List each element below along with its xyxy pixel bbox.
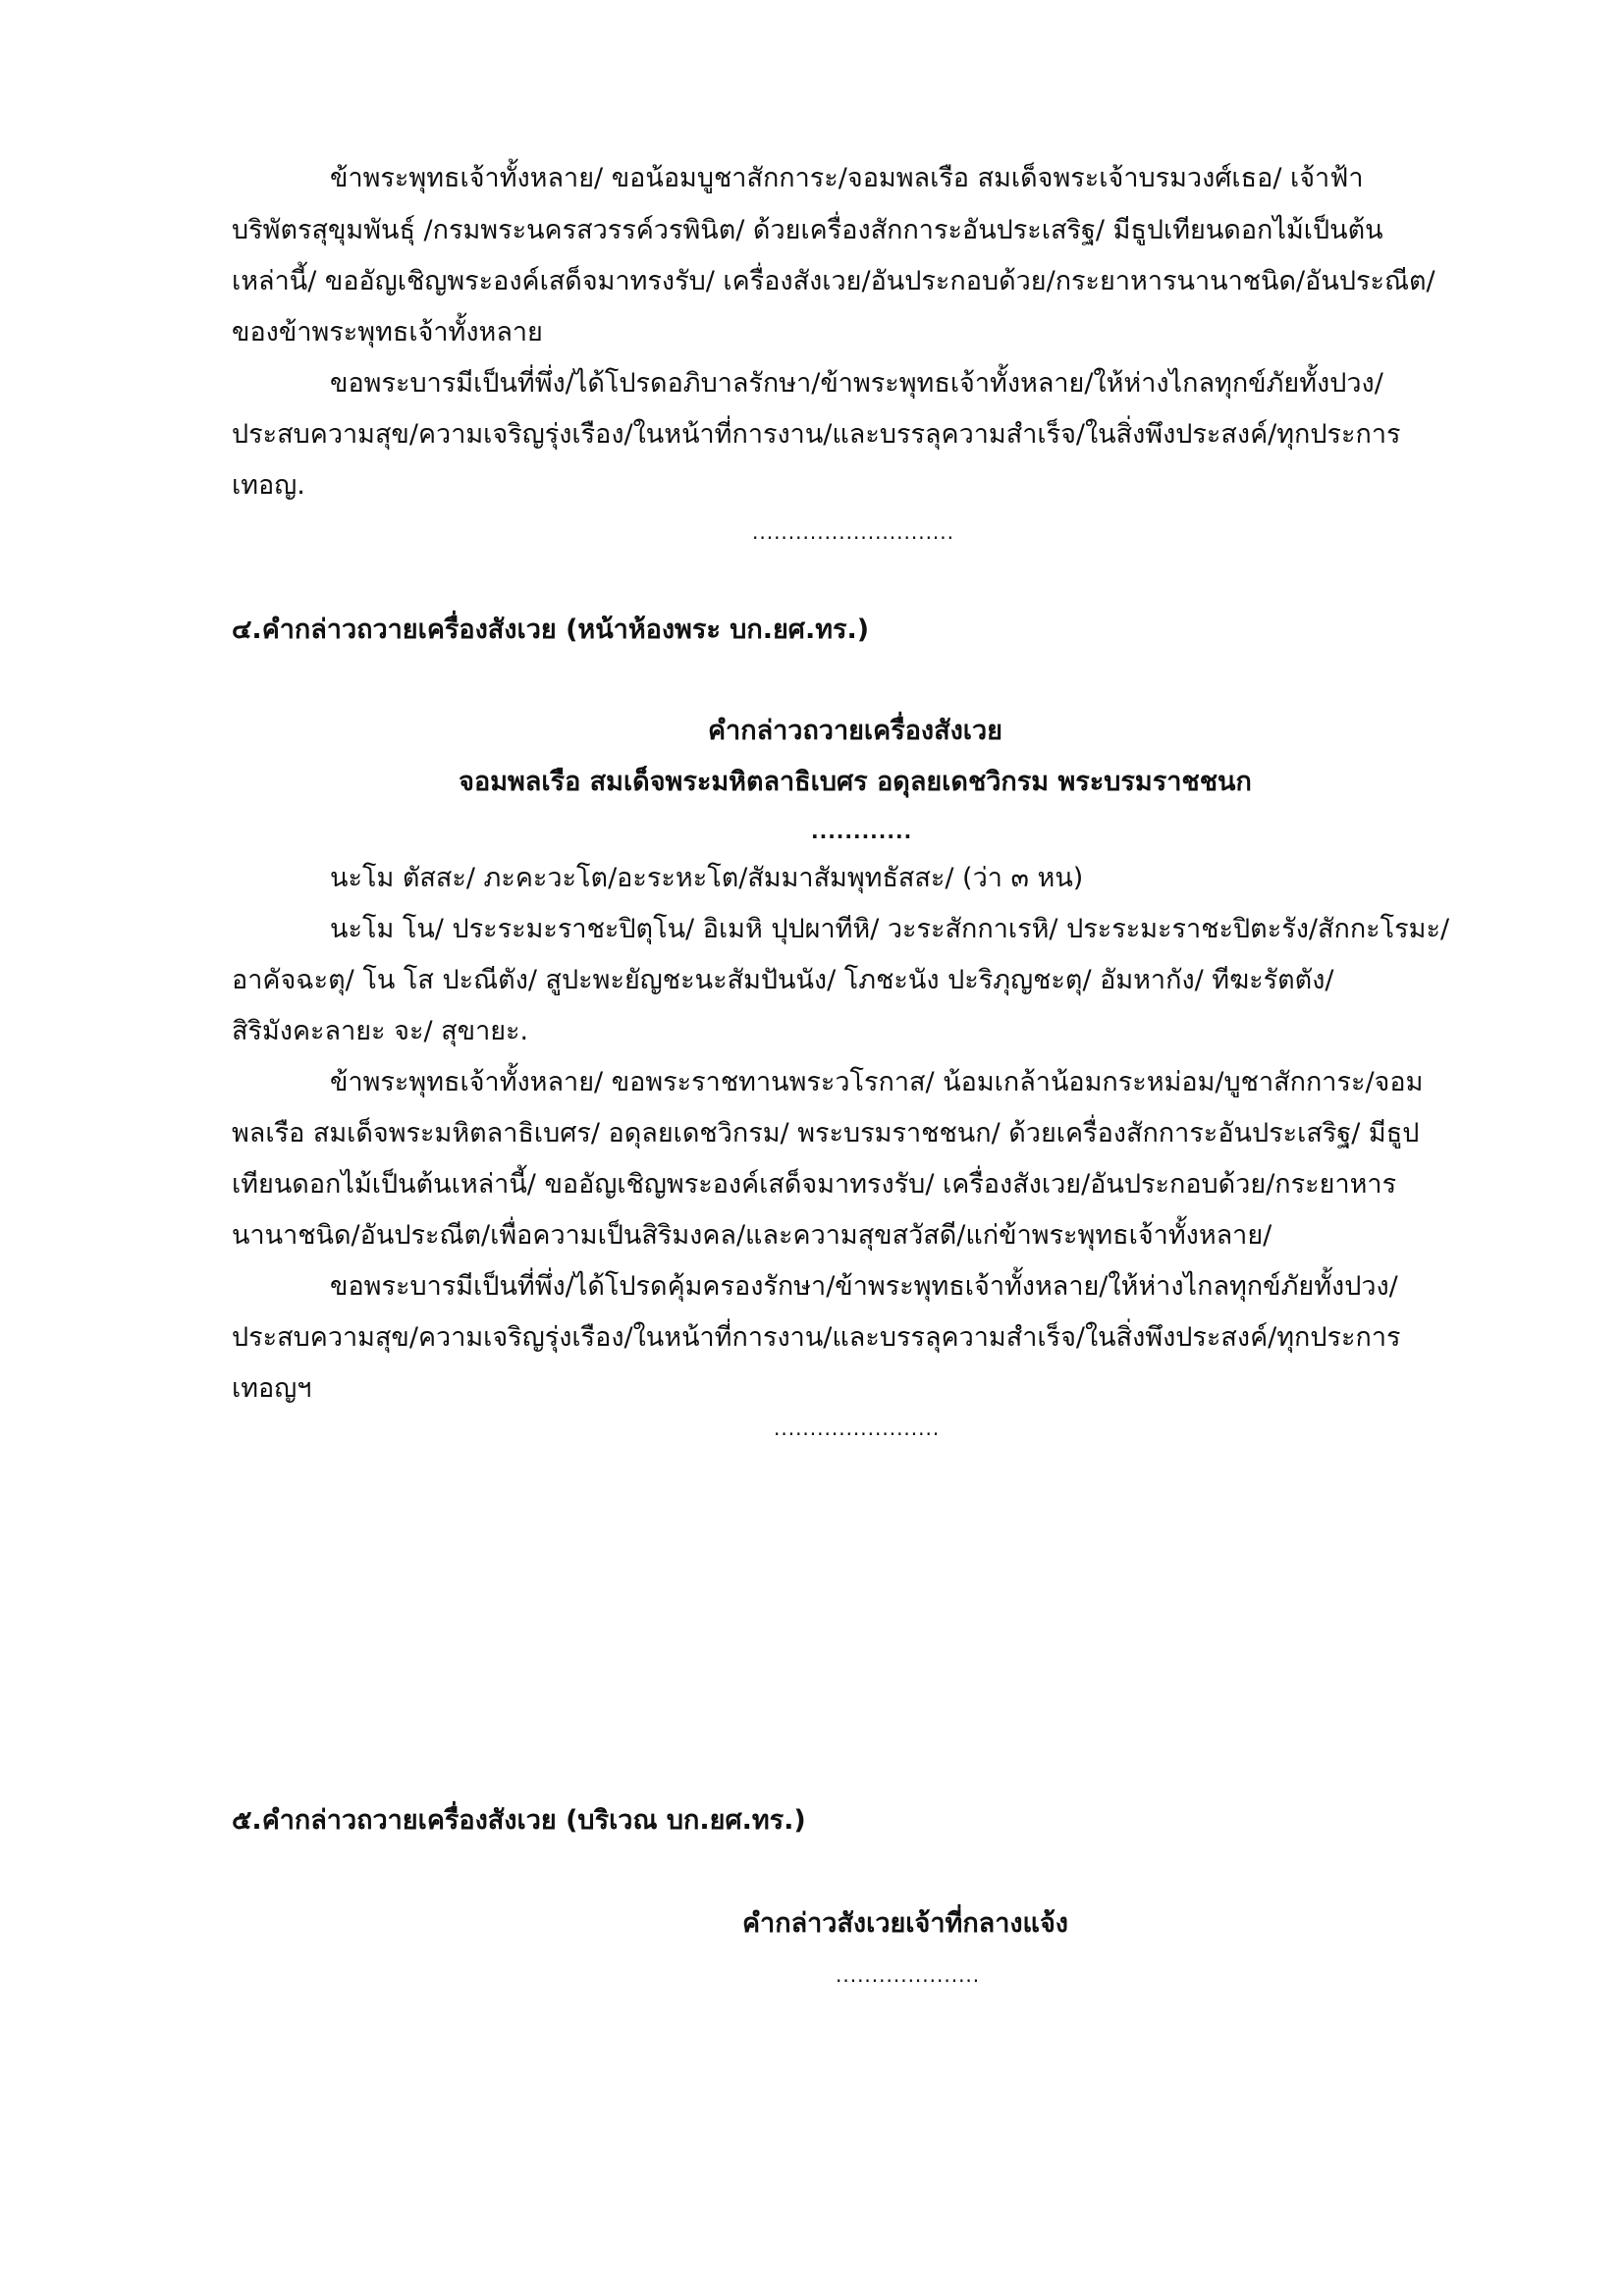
section4-blessing-line3: เทอญฯ	[232, 1373, 312, 1404]
prev-para2-line2: ประสบความสุข/ความเจริญรุ่งเรือง/ในหน้าที่การงาน/และบรรลุความสำเร็จ/ในสิ่งพึงประสงค์/ทุกประการ	[232, 419, 1401, 450]
section4-blessing-line1: ขอพระบารมีเป็นที่พึ่ง/ได้โปรดคุ้มครองรักษา/ข้าพระพุทธเจ้าทั้งหลาย/ให้ห่างไกลทุกข์ภัยทั้งปวง/	[330, 1271, 1398, 1302]
section4-title2: จอมพลเรือ สมเด็จพระมหิตลาธิเบศร อดุลยเดชวิกรม พระบรมราชชนก	[459, 767, 1252, 797]
prev-para1-line1: ข้าพระพุทธเจ้าทั้งหลาย/ ขอน้อมบูชาสักการะ/จอมพลเรือ สมเด็จพระเจ้าบรมวงศ์เธอ/ เจ้าฟ้า	[330, 163, 1364, 193]
section4-pali-line3: สิริมังคะลายะ จะ/ สุขายะ.	[232, 1016, 529, 1046]
section4-title-dots: ............	[811, 820, 913, 843]
section5-title: คำกล่าวสังเวยเจ้าที่กลางแจ้ง	[742, 1908, 1068, 1939]
section5-title-dots: ....................	[836, 1963, 981, 1987]
section4-pali-line1: นะโม โน/ ประระมะราชะปิตุโน/ อิเมหิ ปุปผาทีหิ/ วะระสักกาเรหิ/ ประระมะราชะปิตะรัง/สักกะโรมะ/	[330, 914, 1450, 944]
prev-para1-line4: ของข้าพระพุทธเจ้าทั้งหลาย	[232, 317, 543, 347]
prev-end-dots: ............................	[752, 520, 955, 544]
section4-blessing-line2: ประสบความสุข/ความเจริญรุ่งเรือง/ในหน้าที่การงาน/และบรรลุความสำเร็จ/ในสิ่งพึงประสงค์/ทุกประการ	[232, 1322, 1401, 1353]
section4-namo: นะโม ตัสสะ/ ภะคะวะโต/อะระหะโต/สัมมาสัมพุทธัสสะ/ (ว่า ๓ หน)	[330, 863, 1084, 893]
section4-thai-line3: เทียนดอกไม้เป็นต้นเหล่านี้/ ขออัญเชิญพระองค์เสด็จมาทรงรับ/ เครื่องสังเวย/อันประกอบด้วย/กระยาหาร	[232, 1169, 1397, 1200]
section5-heading: ๕.คำกล่าวถวายเครื่องสังเวย (บริเวณ บก.ยศ.ทร.)	[232, 1805, 806, 1836]
section4-end-dots: .......................	[774, 1416, 941, 1440]
prev-para1-line3: เหล่านี้/ ขออัญเชิญพระองค์เสด็จมาทรงรับ/ เครื่องสังเวย/อันประกอบด้วย/กระยาหารนานาชนิด/อันประณีต/	[232, 266, 1435, 296]
section4-thai-line1: ข้าพระพุทธเจ้าทั้งหลาย/ ขอพระราชทานพระวโรกาส/ น้อมเกล้าน้อมกระหม่อม/บูชาสักการะ/จอม	[330, 1067, 1424, 1097]
prev-para2-line3: เทอญ.	[232, 470, 305, 501]
section4-heading: ๔.คำกล่าวถวายเครื่องสังเวย (หน้าห้องพระ บก.ยศ.ทร.)	[232, 614, 870, 645]
prev-para2-line1: ขอพระบารมีเป็นที่พึ่ง/ได้โปรดอภิบาลรักษา/ข้าพระพุทธเจ้าทั้งหลาย/ให้ห่างไกลทุกข์ภัยทั้งปวง/	[330, 368, 1383, 399]
section4-title1: คำกล่าวถวายเครื่องสังเวย	[708, 716, 1002, 746]
section4-thai-line2: พลเรือ สมเด็จพระมหิตลาธิเบศร/ อดุลยเดชวิกรม/ พระบรมราชชนก/ ด้วยเครื่องสักการะอันประเสริฐ/ มีธูป	[232, 1118, 1420, 1148]
section4-thai-line4: นานาชนิด/อันประณีต/เพื่อความเป็นสิริมงคล/และความสุขสวัสดี/แก่ข้าพระพุทธเจ้าทั้งหลาย/	[232, 1220, 1272, 1251]
section4-pali-line2: อาคัจฉะตุ/ โน โส ปะณีตัง/ สูปะพะยัญชะนะสัมปันนัง/ โภชะนัง ปะริภุญชะตุ/ อัมหากัง/ ทีฆะรัตตัง/	[232, 965, 1334, 995]
prev-para1-line2: บริพัตรสุขุมพันธุ์ /กรมพระนครสวรรค์วรพินิต/ ด้วยเครื่องสักการะอันประเสริฐ/ มีธูปเทียนดอกไม้เป็นต้น	[232, 215, 1383, 245]
